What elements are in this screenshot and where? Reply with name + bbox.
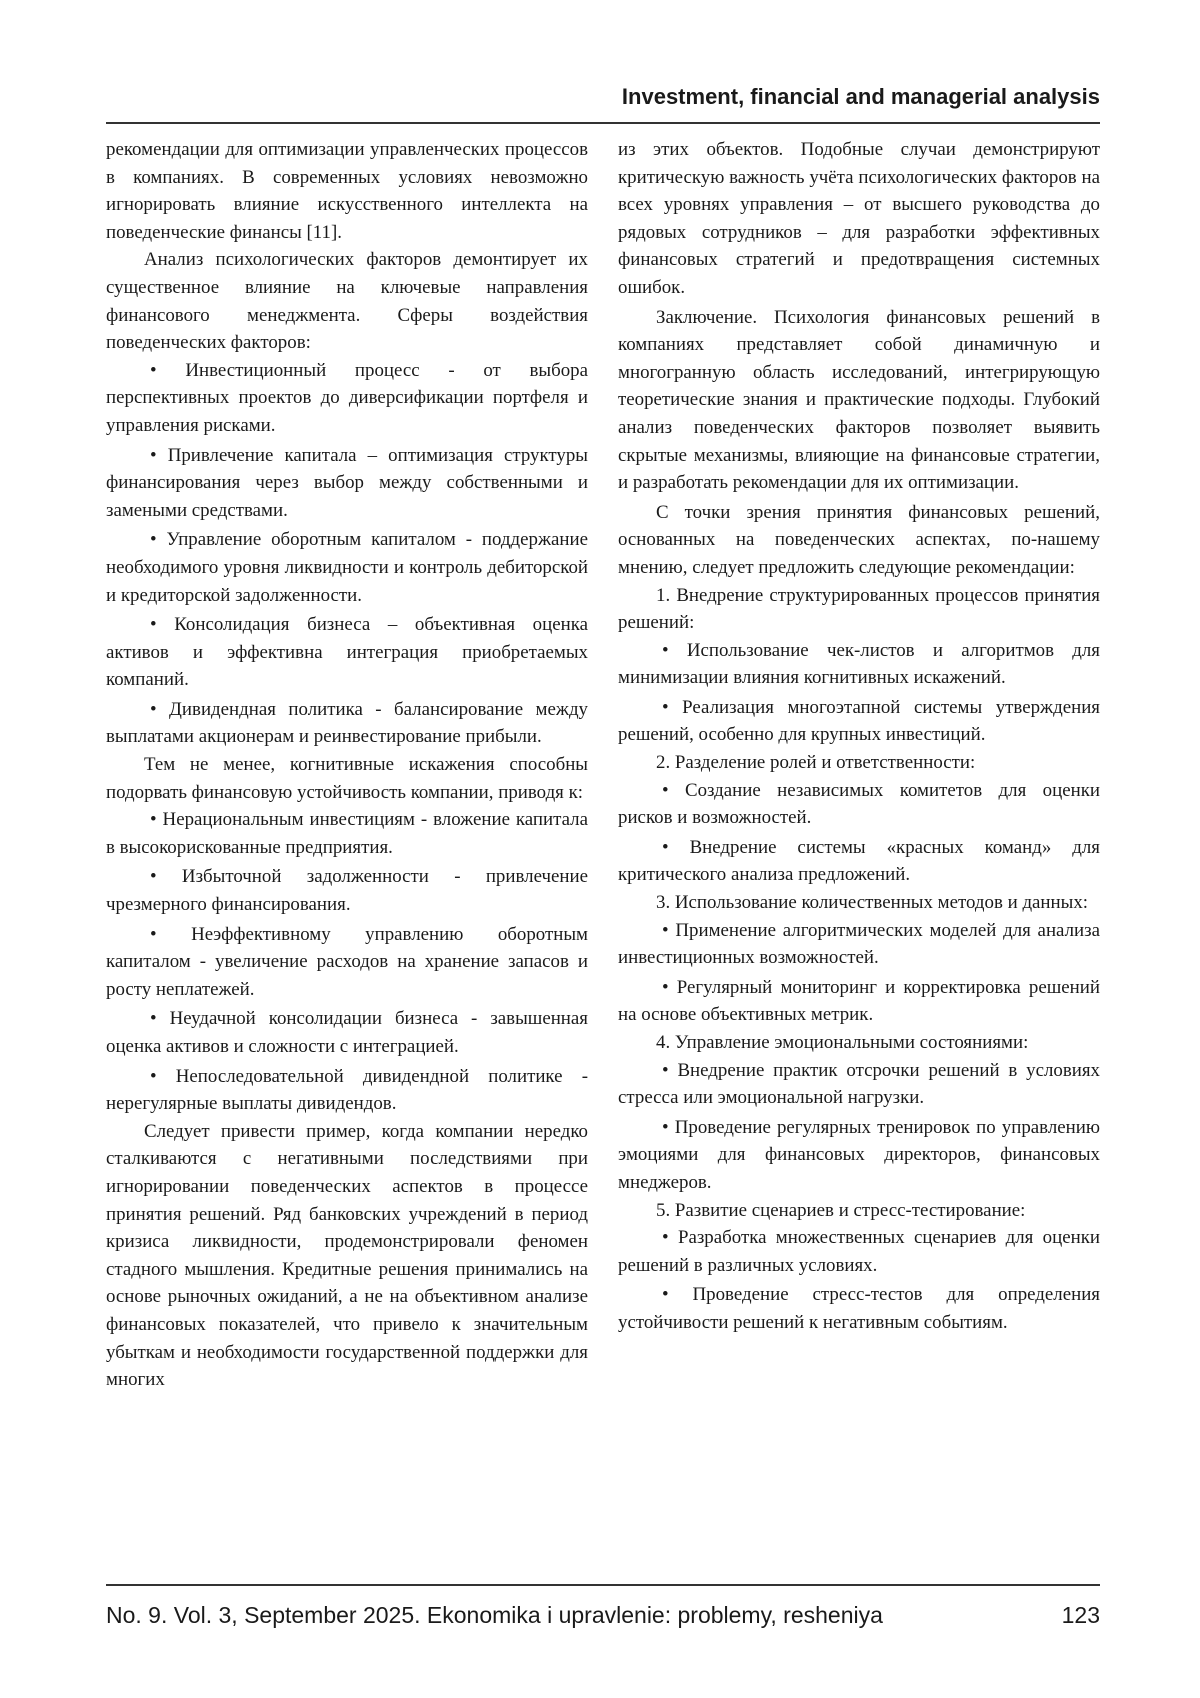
journal-citation: No. 9. Vol. 3, September 2025. Ekonomika i upravlenie: problemy, resheniya: [106, 1602, 883, 1628]
paragraph: Тем не менее, когнитивные искажения способны подорвать финансовую устойчивость компании, приводя к:: [106, 754, 588, 803]
list-item: • Разработка множественных сценариев для оценки решений в различных условиях.: [618, 1227, 1100, 1276]
list-item: • Консолидация бизнеса – объективная оценка активов и эффективна интеграция приобретаемых компаний.: [106, 614, 588, 691]
numbered-item: 2. Разделение ролей и ответственности:: [656, 752, 976, 774]
paragraph: С точки зрения принятия финансовых решений, основанных на поведенческих аспектах, по-нашему мнению, следует предложить следующие рекомендации:: [618, 501, 1100, 578]
list-item: • Избыточной задолженности - привлечение чрезмерного финансирования.: [106, 866, 588, 916]
list-item: • Регулярный мониторинг и корректировка решений на основе объективных метрик.: [618, 976, 1100, 1026]
numbered-item: 3. Использование количественных методов и данных:: [656, 892, 1089, 914]
paragraph: Следует привести пример, когда компании нередко сталкиваются с негативными последствиями при игнорировании поведенческих аспектов в процессе принятия решений. Ряд банковских учреждений в период кризиса ликвидности, продемонстрировали феномен стадного мышления. Кредитные решения принимались на основе рыночных ожиданий, а не на объективном анализе финансовых показателей, что привело к значительным убыткам и необходимости государственной поддержки для многих: [106, 1120, 588, 1391]
list-item: • Управление оборотным капиталом - поддержание необходимого уровня ликвидности и контроль дебиторской и кредиторской задолженности.: [106, 529, 588, 606]
list-item: • Непоследовательной дивидендной политике - нерегулярные выплаты дивидендов.: [106, 1065, 588, 1115]
list-item: • Внедрение практик отсрочки решений в условиях стресса или эмоциональной нагрузки.: [618, 1059, 1100, 1109]
list-item: • Проведение стресс-тестов для определения устойчивости решений к негативным событиям.: [618, 1284, 1100, 1333]
list-item: • Инвестиционный процесс - от выбора перспективных проектов до диверсификации портфеля и управления рисками.: [106, 359, 588, 436]
page-number: 123: [1061, 1602, 1100, 1628]
paragraph: рекомендации для оптимизации управленческих процессов в компаниях. В современных условиях невозможно игнорировать влияние искусственного интеллекта на поведенческие финансы [11].: [106, 139, 588, 243]
list-item: • Дивидендная политика - балансирование между выплатами акционерам и реинвестирование прибыли.: [106, 698, 588, 748]
right-column: [618, 136, 1100, 1337]
left-column: [106, 136, 588, 1394]
list-item: • Неудачной консолидации бизнеса - завышенная оценка активов и сложности с интеграцией.: [106, 1008, 588, 1057]
list-item: • Использование чек-листов и алгоритмов для минимизации влияния когнитивных искажений.: [618, 639, 1100, 689]
numbered-item: 4. Управление эмоциональными состояниями:: [656, 1032, 1029, 1053]
list-item: • Создание независимых комитетов для оценки рисков и возможностей.: [618, 779, 1100, 829]
list-item: • Внедрение системы «красных команд» для критического анализа предложений.: [618, 836, 1100, 886]
list-item: • Реализация многоэтапной системы утверждения решений, особенно для крупных инвестиций.: [618, 696, 1100, 746]
paragraph: из этих объектов. Подобные случаи демонстрируют критическую важность учёта психологических факторов на всех уровнях управления – от высшего руководства до рядовых сотрудников – для разработки эффективных финансовых стратегий и предотвращения системных ошибок.: [618, 139, 1100, 298]
numbered-item: 5. Развитие сценариев и стресс-тестирование:: [656, 1199, 1026, 1221]
paragraph: Анализ психологических факторов демонтирует их существенное влияние на ключевые направления финансового менеджмента. Сферы воздействия поведенческих факторов:: [106, 249, 588, 354]
list-item: • Проведение регулярных тренировок по управлению эмоциями для финансовых директоров, финансовых мнеджеров.: [618, 1116, 1100, 1193]
list-item: • Нерациональным инвестициям - вложение капитала в высокорискованные предприятия.: [106, 809, 588, 858]
footer-rule: [106, 1584, 1100, 1586]
list-item: • Неэффективному управлению оборотным капиталом - увеличение расходов на хранение запасов и росту неплатежей.: [106, 923, 588, 1000]
numbered-item: 1. Внедрение структурированных процессов принятия решений:: [618, 584, 1100, 634]
list-item: • Привлечение капитала – оптимизация структуры финансирования через выбор между собственными и замеными средствами.: [106, 444, 588, 521]
paragraph: Заключение. Психология финансовых решений в компаниях представляет собой динамичную и многогранную область исследований, интегрирующую теоретические знания и практические подходы. Глубокий анализ поведенческих факторов позволяет выявить скрытые механизмы, влияющие на финансовые стратегии, и разработать рекомендации для их оптимизации.: [618, 306, 1100, 494]
running-title: Investment, financial and managerial analysis: [621, 84, 1100, 109]
list-item: • Применение алгоритмических моделей для анализа инвестиционных возможностей.: [618, 919, 1100, 969]
header-rule: [106, 122, 1100, 124]
page-footer: [106, 1600, 1100, 1630]
